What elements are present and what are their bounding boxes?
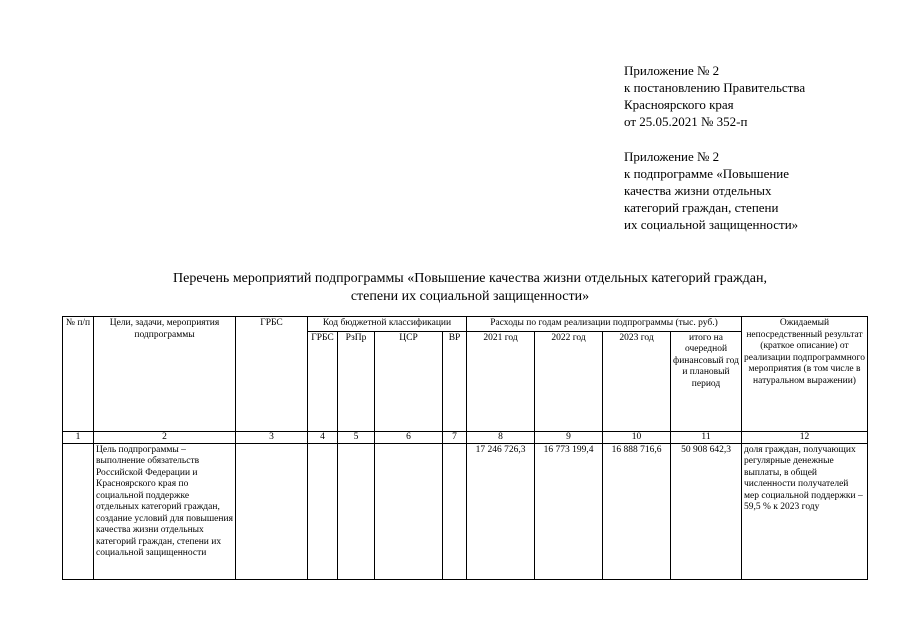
row-grbs-cell — [236, 443, 308, 579]
header-year-2022: 2022 год — [535, 331, 603, 431]
appendix-header — [624, 62, 805, 130]
row-total-cell: 50 908 642,3 — [671, 443, 742, 579]
table-row — [63, 443, 868, 579]
header-year-2023: 2023 год — [603, 331, 671, 431]
header-num: № п/п — [63, 317, 94, 432]
row-year-2021-cell: 17 246 726,3 — [467, 443, 535, 579]
column-number: 11 — [671, 431, 742, 443]
column-number: 7 — [443, 431, 467, 443]
header-expenses: Расходы по годам реализации подпрограммы (тыс. руб.) — [467, 317, 742, 332]
header-result: Ожидаемый непосредственный результат (краткое описание) от реализации подпрограммного мероприятия (в том числе в натуральном выражении) — [742, 317, 868, 432]
header-code-grbs: ГРБС — [308, 331, 338, 431]
row-code-grbs-cell — [308, 443, 338, 579]
row-year-2022-cell: 16 773 199,4 — [535, 443, 603, 579]
column-number: 9 — [535, 431, 603, 443]
header-goals: Цели, задачи, мероприятия подпрограммы — [94, 317, 236, 432]
column-number: 4 — [308, 431, 338, 443]
appendix-line: Приложение № 2 — [624, 63, 720, 78]
appendix-line: категорий граждан, степени — [624, 200, 779, 215]
document-title — [60, 270, 880, 306]
appendix-line: качества жизни отдельных — [624, 183, 772, 198]
header-budget-code: Код бюджетной классификации — [308, 317, 467, 332]
title-line: Перечень мероприятий подпрограммы «Повышение качества жизни отдельных категорий граждан, — [173, 271, 767, 286]
column-number: 2 — [94, 431, 236, 443]
column-number: 10 — [603, 431, 671, 443]
column-number: 5 — [338, 431, 375, 443]
subprogram-appendix-header — [624, 148, 798, 233]
appendix-line: к постановлению Правительства — [624, 80, 806, 95]
title-line: степени их социальной защищенности» — [350, 289, 590, 304]
column-number: 12 — [742, 431, 868, 443]
header-grbs: ГРБС — [236, 317, 308, 432]
header-code-rzpr: РзПр — [338, 331, 375, 431]
column-numbers-row — [63, 431, 868, 443]
column-number: 6 — [375, 431, 443, 443]
row-code-csr-cell — [375, 443, 443, 579]
row-code-vr-cell — [443, 443, 467, 579]
appendix-line: Красноярского края — [624, 97, 734, 112]
appendix-line: к подпрограмме «Повышение — [624, 166, 790, 181]
row-code-rzpr-cell — [338, 443, 375, 579]
appendix-line: от 25.05.2021 № 352-п — [624, 114, 748, 129]
column-number: 1 — [63, 431, 94, 443]
header-code-vr: ВР — [443, 331, 467, 431]
column-number: 8 — [467, 431, 535, 443]
appendix-line: их социальной защищенности» — [624, 217, 799, 232]
activities-table — [62, 316, 868, 580]
header-row — [63, 317, 868, 332]
row-goal-cell: Цель подпрограммы – выполнение обязательств Российской Федерации и Красноярского края по социальной поддержке отдельных категорий граждан, создание условий для повышения качества жизни отдельных категорий граждан, степени их социальной защищенности — [94, 443, 236, 579]
appendix-line: Приложение № 2 — [624, 149, 720, 164]
column-number: 3 — [236, 431, 308, 443]
row-year-2023-cell: 16 888 716,6 — [603, 443, 671, 579]
row-num-cell — [63, 443, 94, 579]
header-year-2021: 2021 год — [467, 331, 535, 431]
header-total: итого на очередной финансовый год и плановый период — [671, 331, 742, 431]
row-result-cell: доля граждан, получающих регулярные денежные выплаты, в общей численности получателей мер социальной поддержки – 59,5 % к 2023 году — [742, 443, 868, 579]
header-code-csr: ЦСР — [375, 331, 443, 431]
